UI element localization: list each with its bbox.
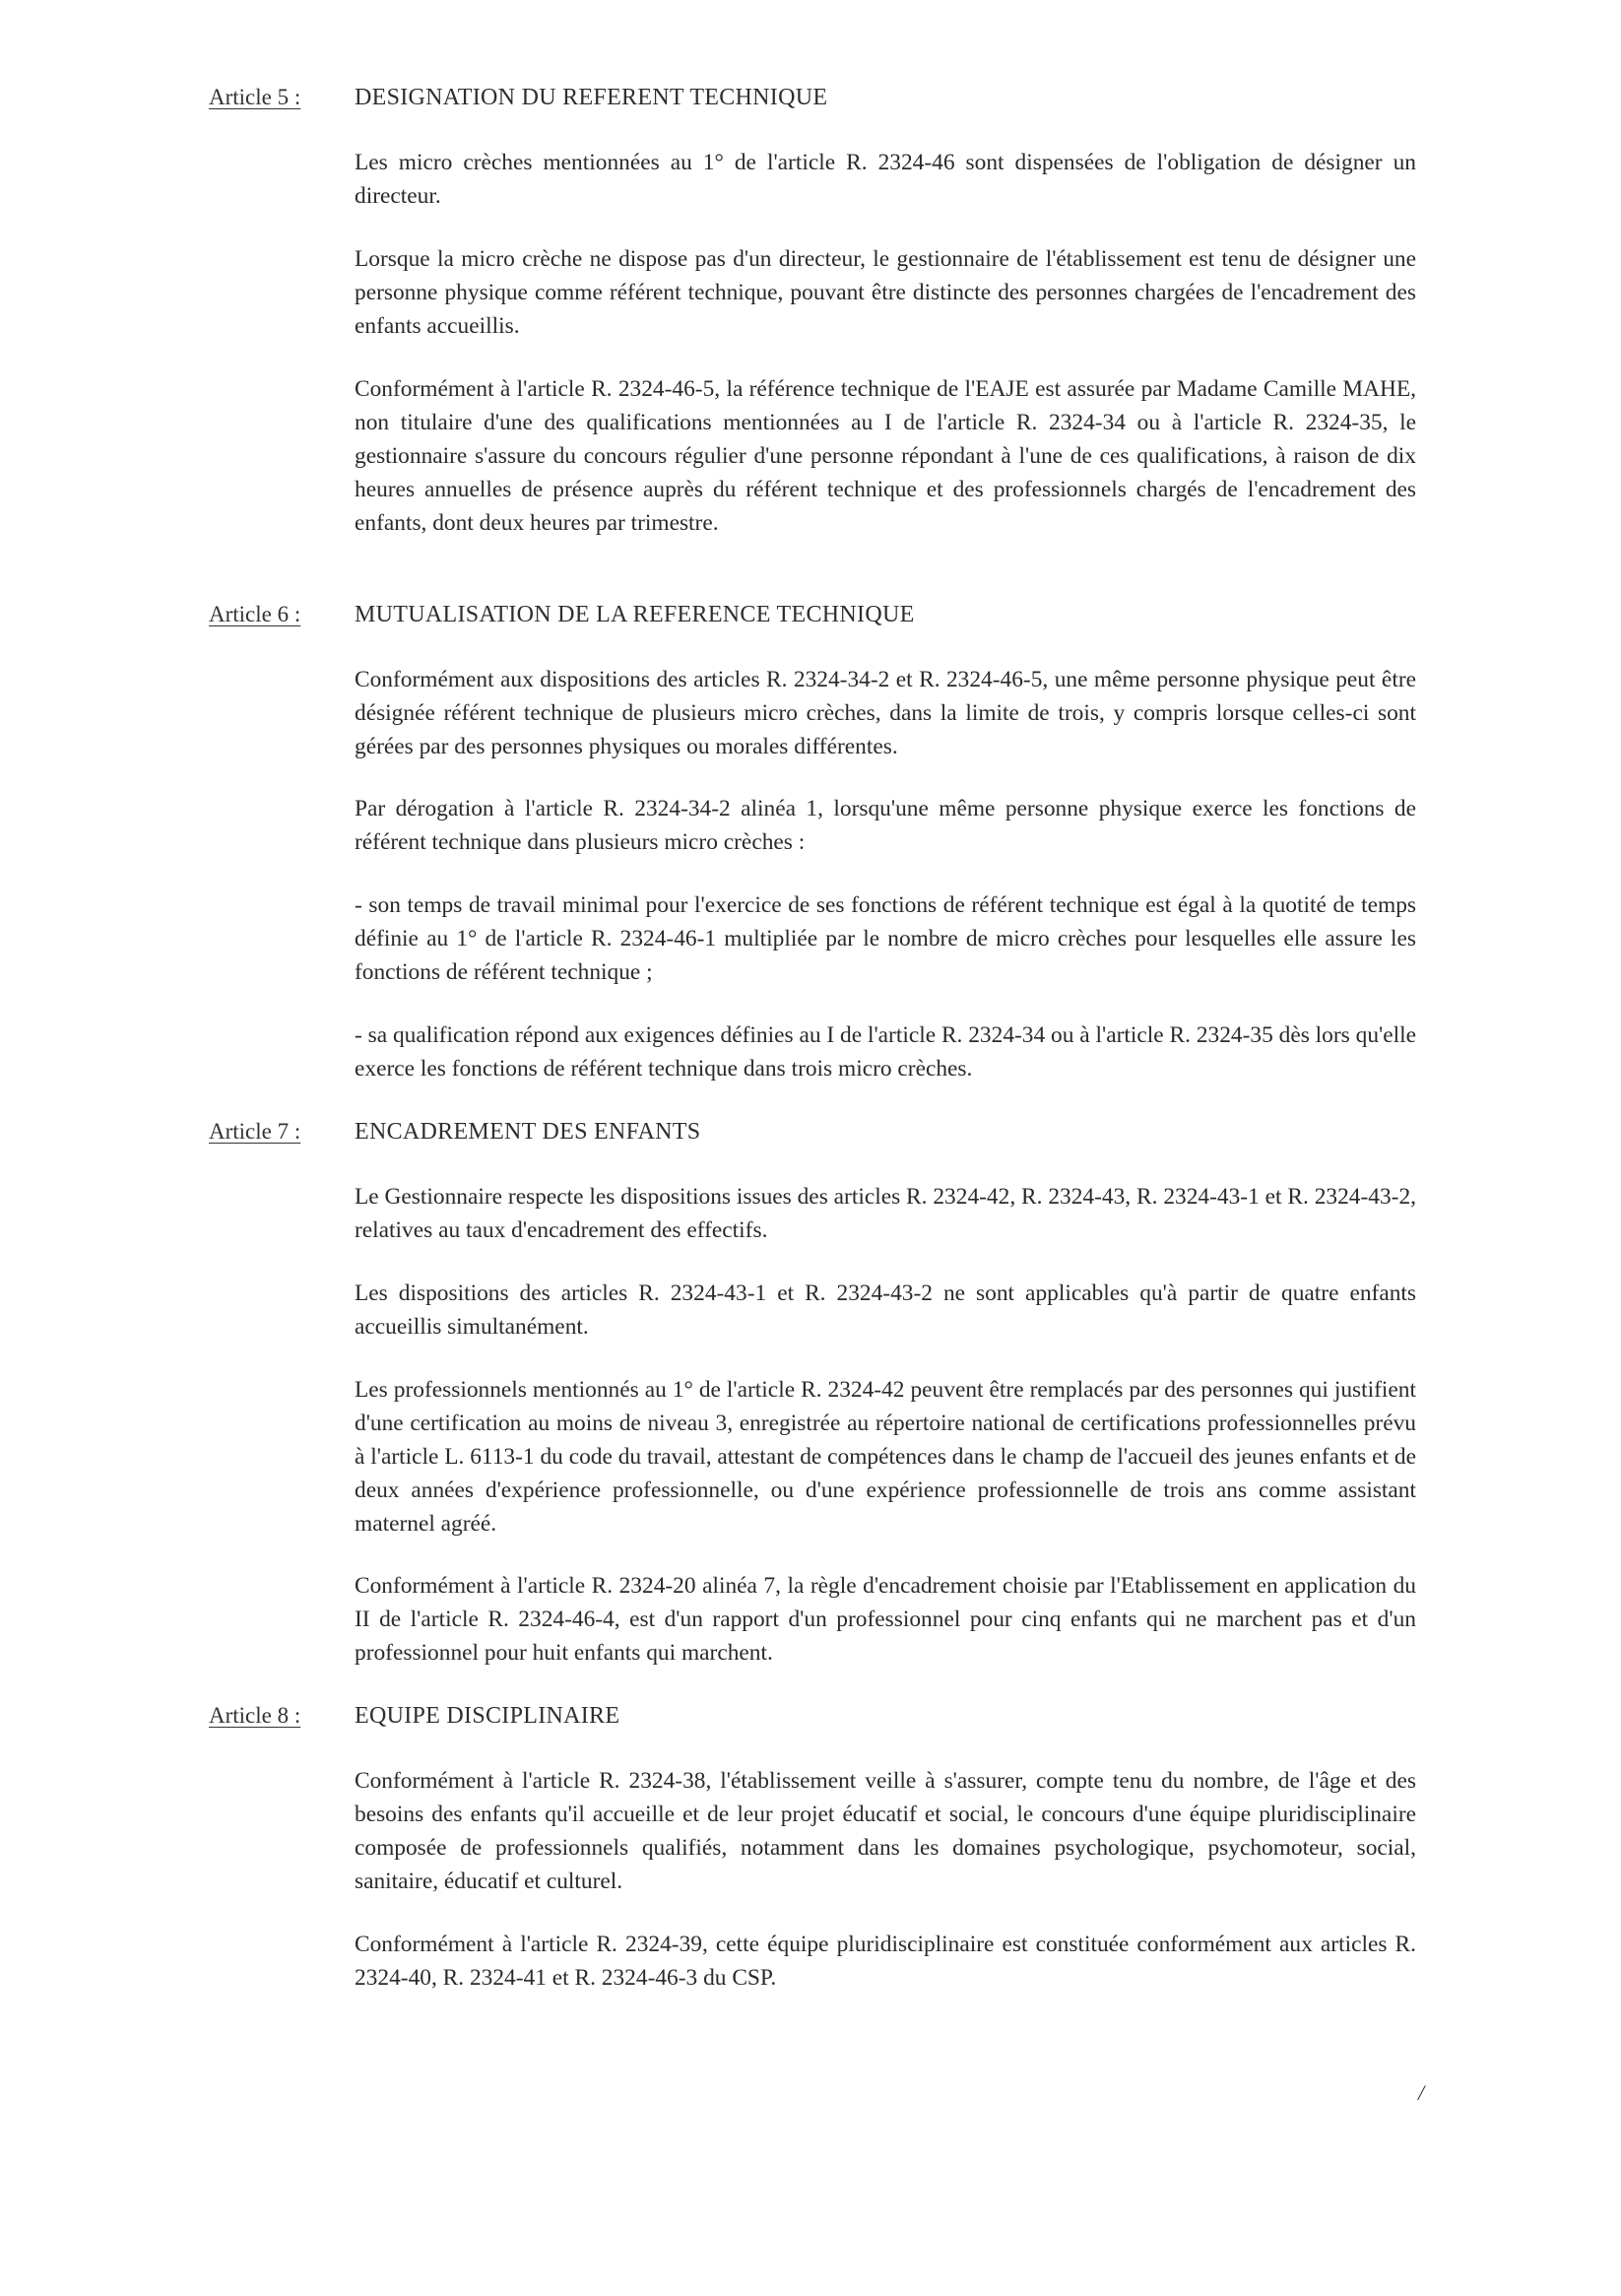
paragraph: Les dispositions des articles R. 2324-43-1 et R. 2324-43-2 ne sont applicables qu'à partir de quatre enfants accueillis simultanément. <box>355 1280 1416 1340</box>
paragraph: Par dérogation à l'article R. 2324-34-2 alinéa 1, lorsqu'une même personne physique exerce les fonctions de référent technique dans plusieurs micro crèches : <box>355 796 1416 855</box>
paragraph: Conformément à l'article R. 2324-39, cette équipe pluridisciplinaire est constituée conformément aux articles R. 2324-40, R. 2324-41 et R. 2324-46-3 du CSP. <box>355 1932 1416 1991</box>
paragraph: Les professionnels mentionnés au 1° de l'article R. 2324-42 peuvent être remplacés par des personnes qui justifient d'une certification au moins de niveau 3, enregistrée au répertoire national de certifications professionnelles prévu à l'article L. 6113-1 du code du travail, attestant de compétences dans le champ de l'accueil des jeunes enfants et de deux années d'expérience professionnelle, ou d'une expérience professionnelle de trois ans comme assistant maternel agréé. <box>355 1377 1416 1537</box>
page-mark: / <box>1418 2080 1425 2105</box>
paragraph: Lorsque la micro crèche ne dispose pas d'un directeur, le gestionnaire de l'établissement est tenu de désigner une personne physique comme référent technique, pouvant être distincte des personnes chargées de l'encadrement des enfants accueillis. <box>355 246 1416 339</box>
paragraph: Conformément à l'article R. 2324-38, l'établissement veille à s'assurer, compte tenu du nombre, de l'âge et des besoins des enfants qu'il accueille et de leur projet éducatif et social, le concours d'une équipe pluridisciplinaire composée de professionnels qualifiés, notamment dans les domaines psychologique, psychomoteur, social, sanitaire, éducatif et culturel. <box>355 1768 1416 1894</box>
paragraph: - sa qualification répond aux exigences définies au I de l'article R. 2324-34 ou à l'article R. 2324-35 dès lors qu'elle exerce les fonctions de référent technique dans trois micro crèches. <box>355 1022 1416 1082</box>
article-label: Article 5 : <box>209 85 301 109</box>
paragraph: Le Gestionnaire respecte les dispositions issues des articles R. 2324-42, R. 2324-43, R. 2324-43-1 et R. 2324-43-2, relatives au taux d'encadrement des effectifs. <box>355 1184 1416 1243</box>
paragraph: Conformément à l'article R. 2324-20 alinéa 7, la règle d'encadrement choisie par l'Etablissement en application du II de l'article R. 2324-46-4, est d'un rapport d'un professionnel pour cinq enfants qui ne marchent pas et d'un professionnel pour huit enfants qui marchent. <box>355 1573 1416 1666</box>
paragraph: Les micro crèches mentionnées au 1° de l'article R. 2324-46 sont dispensées de l'obligation de désigner un directeur. <box>355 150 1416 209</box>
paragraph: Conformément à l'article R. 2324-46-5, la référence technique de l'EAJE est assurée par Madame Camille MAHE, non titulaire d'une des qualifications mentionnées au I de l'article R. 2324-34 ou à l'article R. 2324-35, le gestionnaire s'assure du concours régulier d'une personne répondant à l'une de ces qualifications, à raison de dix heures annuelles de présence auprès du référent technique et des professionnels chargés de l'encadrement des enfants, dont deux heures par trimestre. <box>355 376 1416 536</box>
article-label: Article 8 : <box>209 1703 301 1728</box>
article-title: ENCADREMENT DES ENFANTS <box>355 1119 701 1145</box>
article-label: Article 6 : <box>209 602 301 626</box>
paragraph: - son temps de travail minimal pour l'exercice de ses fonctions de référent technique est égal à la quotité de temps définie au 1° de l'article R. 2324-46-1 multipliée par le nombre de micro crèches pour lesquelles elle assure les fonctions de référent technique ; <box>355 892 1416 985</box>
article-title: MUTUALISATION DE LA REFERENCE TECHNIQUE <box>355 602 915 627</box>
article-title: DESIGNATION DU REFERENT TECHNIQUE <box>355 85 828 110</box>
article-label: Article 7 : <box>209 1119 301 1144</box>
paragraph: Conformément aux dispositions des articles R. 2324-34-2 et R. 2324-46-5, une même personne physique peut être désignée référent technique de plusieurs micro crèches, dans la limite de trois, y compris lorsque celles-ci sont gérées par des personnes physiques ou morales différentes. <box>355 667 1416 759</box>
article-title: EQUIPE DISCIPLINAIRE <box>355 1703 620 1729</box>
